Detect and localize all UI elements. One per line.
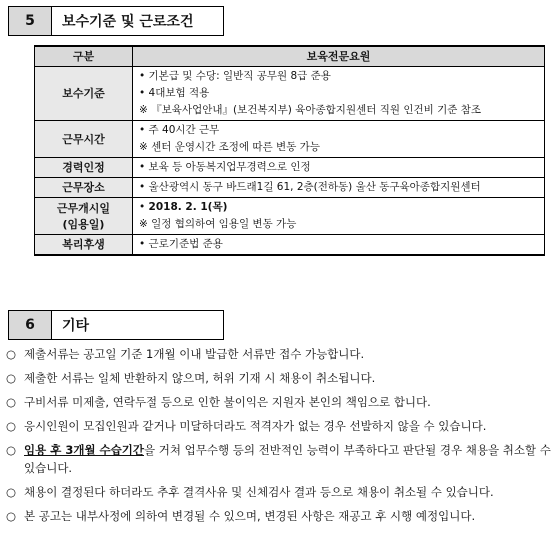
list-item — [6, 483, 554, 501]
list-item — [6, 393, 554, 411]
table-header-row — [35, 46, 545, 66]
header-position: 보육전문요원 — [133, 46, 545, 66]
note-text: 채용이 결정된다 하더라도 추후 결격사유 및 신체검사 결과 등으로 채용이 취소될 수 있습니다. — [24, 485, 494, 499]
notes-list — [6, 345, 554, 531]
table-row — [35, 197, 545, 234]
list-item — [6, 345, 554, 363]
circle-bullet-icon: ○ — [6, 347, 17, 361]
list-item — [6, 441, 554, 477]
row-label: 경력인정 — [35, 157, 133, 177]
content-line: ※ 일정 협의하여 임용일 변동 가능 — [139, 217, 297, 230]
row-content — [133, 157, 545, 177]
row-content — [133, 177, 545, 197]
row-label: 근무시간 — [35, 120, 133, 157]
circle-bullet-icon: ○ — [6, 485, 17, 499]
section-number: 5 — [8, 6, 52, 36]
row-content — [133, 197, 545, 234]
table-row — [35, 66, 545, 120]
note-text: 구비서류 미제출, 연락두절 등으로 인한 불이익은 지원자 본인의 책임으로 합니다. — [24, 395, 431, 409]
content-line: • 기본급 및 수당: 일반직 공무원 8급 준용 — [139, 69, 331, 82]
row-label: 복리후생 — [35, 234, 133, 255]
circle-bullet-icon: ○ — [6, 395, 17, 409]
row-label: 보수기준 — [35, 66, 133, 120]
circle-bullet-icon: ○ — [6, 509, 17, 523]
row-label: 근무장소 — [35, 177, 133, 197]
bullet: • — [139, 200, 149, 213]
conditions-table — [34, 45, 545, 256]
table-row — [35, 157, 545, 177]
circle-bullet-icon: ○ — [6, 371, 17, 385]
circle-bullet-icon: ○ — [6, 419, 17, 433]
row-content — [133, 120, 545, 157]
content-line — [139, 199, 540, 216]
section-number: 6 — [8, 310, 52, 340]
table-row — [35, 120, 545, 157]
note-text: 본 공고는 내부사정에 의하여 변경될 수 있으며, 변경된 사항은 재공고 후 시행 예정입니다. — [24, 509, 476, 523]
list-item — [6, 507, 554, 525]
section-6-header — [8, 310, 224, 340]
content-line: • 4대보험 적용 — [139, 86, 210, 99]
row-label — [35, 197, 133, 234]
table-row — [35, 177, 545, 197]
content-line: • 주 40시간 근무 — [139, 123, 220, 136]
table-row — [35, 234, 545, 255]
content-line: • 근로기준법 준용 — [139, 237, 223, 250]
note-text — [24, 441, 554, 477]
content-line: • 보육 등 아동복지업무경력으로 인정 — [139, 160, 311, 173]
row-label-line: (임용일) — [62, 217, 105, 231]
note-text: 제출한 서류는 일체 반환하지 않으며, 허위 기재 시 채용이 취소됩니다. — [24, 371, 376, 385]
section-title: 보수기준 및 근로조건 — [52, 6, 224, 36]
row-content — [133, 66, 545, 120]
header-category: 구분 — [35, 46, 133, 66]
content-line: ※ 센터 운영시간 조정에 따른 변동 가능 — [139, 140, 320, 153]
circle-bullet-icon: ○ — [6, 443, 17, 457]
section-5-header — [8, 6, 224, 36]
note-text: 응시인원이 모집인원과 같거나 미달하더라도 적격자가 없는 경우 선발하지 않을 수 있습니다. — [24, 419, 487, 433]
note-text-rest: 을 거쳐 업무수행 등의 전반적인 능력이 부족하다고 판단될 경우 채용을 취소할 수 있습니다. — [24, 443, 551, 475]
list-item — [6, 417, 554, 435]
section-title: 기타 — [52, 310, 224, 340]
note-text: 제출서류는 공고일 기준 1개월 이내 발급한 서류만 접수 가능합니다. — [24, 347, 365, 361]
content-line: ※ 『보육사업안내』(보건복지부) 육아종합지원센터 직원 인건비 기준 참조 — [139, 103, 482, 116]
row-content — [133, 234, 545, 255]
probation-emphasis: 임용 후 3개월 수습기간 — [24, 443, 144, 457]
start-date: 2018. 2. 1(목) — [148, 200, 228, 213]
content-line: • 울산광역시 동구 바드래1길 61, 2층(전하동) 울산 동구육아종합지원센터 — [139, 180, 481, 193]
list-item — [6, 369, 554, 387]
row-label-line: 근무개시일 — [56, 201, 111, 215]
